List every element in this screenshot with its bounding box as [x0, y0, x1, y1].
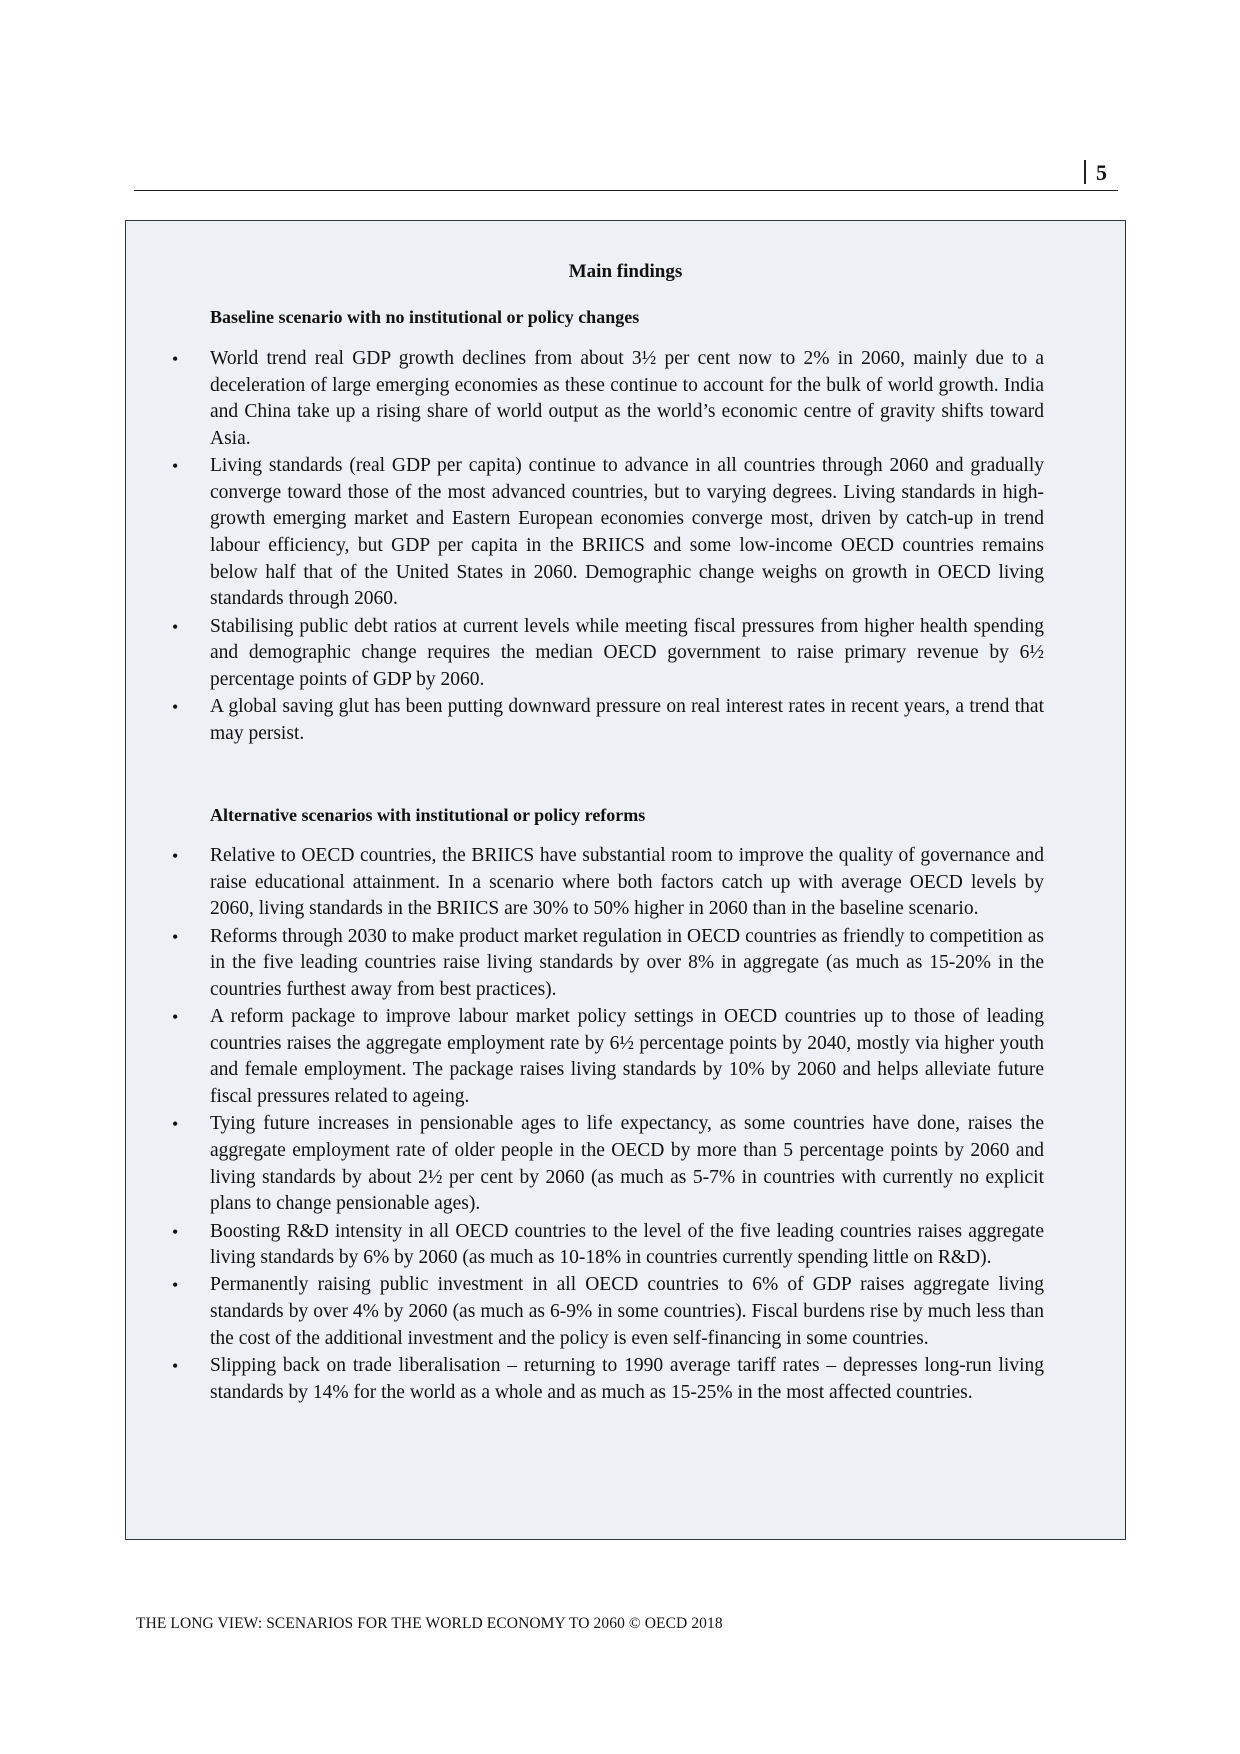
- page-number: [1084, 160, 1107, 186]
- page-number-value: 5: [1096, 160, 1107, 185]
- box-title: Main findings: [568, 261, 683, 282]
- list-item: • Relative to OECD countries, the BRIICS have substantial room to improve the quality of governance and raise educational attainment. In a scenario where both factors catch up with average OECD levels by 2060, living standards in the BRIICS are 30% to 50% higher in 2060 than in the baseline scenario.: [210, 843, 1044, 923]
- list-item: • World trend real GDP growth declines from about 3½ per cent now to 2% in 2060, mainly due to a deceleration of large emerging economies as these continue to account for the bulk of world growth. India and China take up a rising share of world output as the world’s economic centre of gravity shifts toward Asia.: [210, 346, 1044, 452]
- list-item: • Boosting R&D intensity in all OECD countries to the level of the five leading countries raises aggregate living standards by 6% by 2060 (as much as 10-18% in countries currently spending little on R&D).: [210, 1219, 1044, 1272]
- list-item: • Living standards (real GDP per capita) continue to advance in all countries through 2060 and gradually converge toward those of the most advanced countries, but to varying degrees. Living standards in high-growth emerging market and Eastern European economies converge most, driven by catch-up in trend labour efficiency, but GDP per capita in the BRIICS and some low-income OECD countries remains below half that of the United States in 2060. Demographic change weighs on growth in OECD living standards through 2060.: [210, 453, 1044, 613]
- bullet-list-baseline: [210, 346, 1044, 748]
- list-item: • Reforms through 2030 to make product market regulation in OECD countries as friendly to competition as in the five leading countries raise living standards by over 8% in aggregate (as much as 15-20% in the countries furthest away from best practices).: [210, 924, 1044, 1004]
- list-item: • Tying future increases in pensionable ages to life expectancy, as some countries have done, raises the aggregate employment rate of older people in the OECD by more than 5 percentage points by 2060 and living standards by about 2½ per cent by 2060 (as much as 5-7% in countries with currently no explicit plans to change pensionable ages).: [210, 1111, 1044, 1217]
- main-findings-box: [125, 220, 1126, 1540]
- section-heading-baseline: Baseline scenario with no institutional or policy changes: [210, 307, 640, 327]
- bullet-list-alternative: [210, 843, 1044, 1407]
- list-item: • Permanently raising public investment in all OECD countries to 6% of GDP raises aggregate living standards by over 4% by 2060 (as much as 6-9% in some countries). Fiscal burdens rise by much less than the cost of the additional investment and the policy is even self-financing in some countries.: [210, 1272, 1044, 1352]
- page-number-separator: [1084, 160, 1086, 184]
- section-heading-alternative: Alternative scenarios with institutional or policy reforms: [210, 805, 646, 825]
- list-item: • A reform package to improve labour market policy settings in OECD countries up to those of leading countries raises the aggregate employment rate by 6½ percentage points by 2040, mostly via higher youth and female employment. The package raises living standards by 10% by 2060 and helps alleviate future fiscal pressures related to ageing.: [210, 1004, 1044, 1110]
- list-item: • Stabilising public debt ratios at current levels while meeting fiscal pressures from higher health spending and demographic change requires the median OECD government to raise primary revenue by 6½ percentage points of GDP by 2060.: [210, 614, 1044, 694]
- list-item: • A global saving glut has been putting downward pressure on real interest rates in recent years, a trend that may persist.: [210, 694, 1044, 747]
- header-rule: [134, 190, 1118, 191]
- footer-citation: THE LONG VIEW: SCENARIOS FOR THE WORLD ECONOMY TO 2060 © OECD 2018: [136, 1615, 723, 1632]
- list-item: • Slipping back on trade liberalisation – returning to 1990 average tariff rates – depresses long-run living standards by 14% for the world as a whole and as much as 15-25% in the most affected countries.: [210, 1353, 1044, 1406]
